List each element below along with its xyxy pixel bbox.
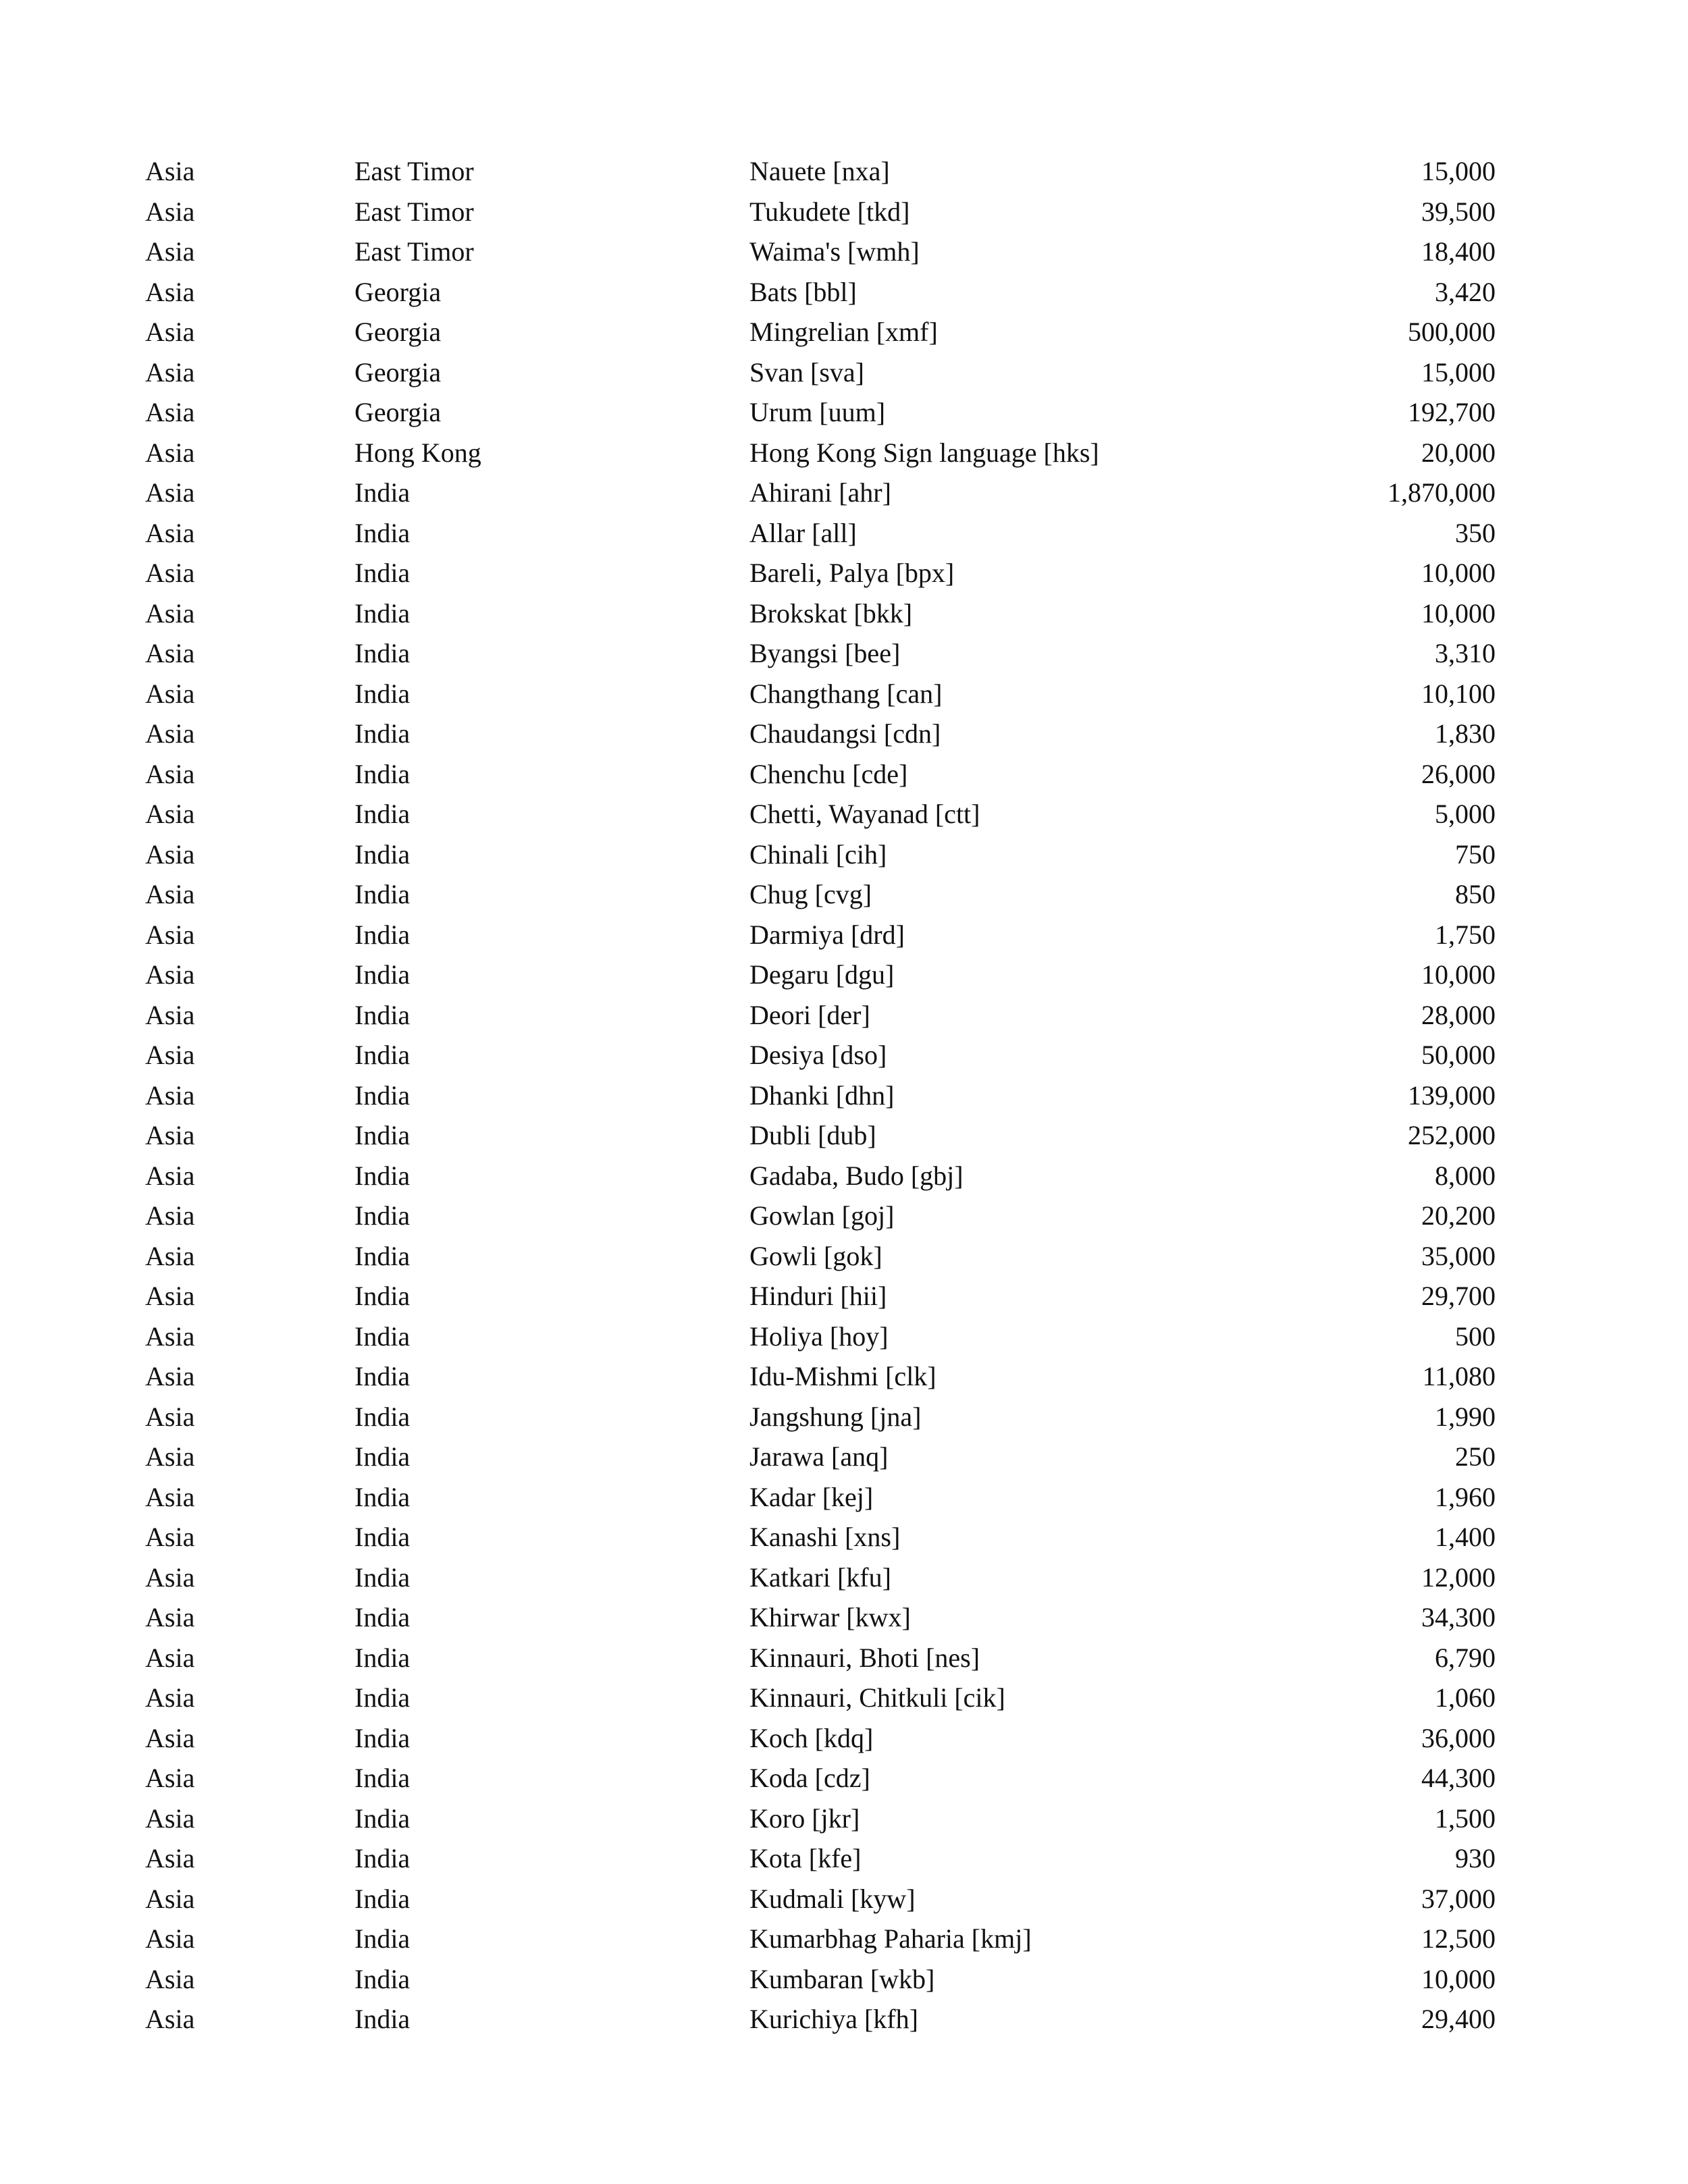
table-row <box>145 1718 1496 1759</box>
population-cell: 15,000 <box>1421 356 1496 388</box>
country-cell: India <box>354 879 411 909</box>
country-cell: India <box>354 758 411 789</box>
population-cell: 1,990 <box>1435 1401 1496 1432</box>
population-cell: 500,000 <box>1408 317 1496 347</box>
language-cell: Hinduri [hii] <box>749 1281 887 1311</box>
table-row <box>145 392 1496 433</box>
population-cell: 6,790 <box>1435 1642 1496 1673</box>
table-row <box>145 473 1496 513</box>
language-cell: Tukudete [tkd] <box>749 196 910 227</box>
table-row <box>145 151 1496 192</box>
language-cell: Changthang [can] <box>749 678 943 709</box>
table-row <box>145 1356 1496 1397</box>
country-cell: India <box>354 1803 411 1834</box>
country-cell: India <box>354 1481 411 1512</box>
table-row <box>145 433 1496 473</box>
table-row <box>145 1115 1496 1156</box>
region-cell: Asia <box>145 1200 195 1231</box>
language-cell: Kadar [kej] <box>749 1481 874 1512</box>
population-cell: 500 <box>1455 1321 1496 1352</box>
country-cell: India <box>354 1843 411 1873</box>
population-cell: 10,100 <box>1421 678 1496 709</box>
language-cell: Gowlan [goj] <box>749 1200 895 1231</box>
region-cell: Asia <box>145 1401 195 1432</box>
table-row <box>145 995 1496 1036</box>
table-row <box>145 1236 1496 1277</box>
country-cell: India <box>354 1120 411 1150</box>
population-cell: 18,400 <box>1421 236 1496 267</box>
language-cell: Idu-Mishmi [clk] <box>749 1361 937 1391</box>
table-row <box>145 1557 1496 1598</box>
language-cell: Khirwar [kwx] <box>749 1602 911 1632</box>
population-cell: 10,000 <box>1421 1963 1496 1994</box>
language-cell: Ahirani [ahr] <box>749 477 891 508</box>
population-cell: 39,500 <box>1421 196 1496 227</box>
country-cell: India <box>354 999 411 1030</box>
country-cell: Georgia <box>354 397 442 427</box>
table-row <box>145 232 1496 272</box>
table-row <box>145 1999 1496 2040</box>
country-cell: India <box>354 1642 411 1673</box>
language-cell: Chug [cvg] <box>749 879 872 909</box>
language-cell: Kota [kfe] <box>749 1843 862 1873</box>
language-cell: Desiya [dso] <box>749 1040 887 1070</box>
region-cell: Asia <box>145 1562 195 1593</box>
region-cell: Asia <box>145 1963 195 1994</box>
language-cell: Darmiya [drd] <box>749 919 905 950</box>
country-cell: India <box>354 1281 411 1311</box>
population-cell: 28,000 <box>1421 999 1496 1030</box>
region-cell: Asia <box>145 799 195 829</box>
population-cell: 8,000 <box>1435 1160 1496 1191</box>
region-cell: Asia <box>145 1722 195 1753</box>
region-cell: Asia <box>145 1763 195 1793</box>
population-cell: 850 <box>1455 879 1496 909</box>
language-cell: Allar [all] <box>749 517 857 548</box>
region-cell: Asia <box>145 156 195 186</box>
population-cell: 20,200 <box>1421 1200 1496 1231</box>
country-cell: India <box>354 1963 411 1994</box>
table-row <box>145 714 1496 754</box>
population-cell: 1,960 <box>1435 1481 1496 1512</box>
region-cell: Asia <box>145 317 195 347</box>
country-cell: India <box>354 517 411 548</box>
population-cell: 1,870,000 <box>1388 477 1496 508</box>
language-cell: Dhanki [dhn] <box>749 1080 895 1111</box>
region-cell: Asia <box>145 2004 195 2034</box>
language-cell: Urum [uum] <box>749 397 886 427</box>
region-cell: Asia <box>145 1883 195 1914</box>
population-cell: 139,000 <box>1408 1080 1496 1111</box>
region-cell: Asia <box>145 276 195 307</box>
population-cell: 252,000 <box>1408 1120 1496 1150</box>
country-cell: Georgia <box>354 317 442 347</box>
region-cell: Asia <box>145 597 195 629</box>
country-cell: India <box>354 1321 411 1352</box>
region-cell: Asia <box>145 1321 195 1352</box>
country-cell: East Timor <box>354 236 474 267</box>
country-cell: India <box>354 1160 411 1191</box>
country-cell: India <box>354 799 411 829</box>
language-cell: Koro [jkr] <box>749 1803 860 1834</box>
language-cell: Kinnauri, Chitkuli [cik] <box>749 1682 1005 1713</box>
table-row <box>145 754 1496 795</box>
country-cell: India <box>354 597 411 629</box>
country-cell: India <box>354 1682 411 1713</box>
table-row <box>145 593 1496 634</box>
region-cell: Asia <box>145 1040 195 1070</box>
country-cell: India <box>354 1040 411 1070</box>
table-row <box>145 1597 1496 1638</box>
table-row <box>145 874 1496 915</box>
country-cell: India <box>354 1240 411 1271</box>
population-cell: 10,000 <box>1421 558 1496 588</box>
population-cell: 15,000 <box>1421 156 1496 186</box>
table-row <box>145 1477 1496 1518</box>
population-cell: 35,000 <box>1421 1240 1496 1271</box>
language-cell: Brokskat [bkk] <box>749 597 913 629</box>
language-cell: Holiya [hoy] <box>749 1321 889 1352</box>
region-cell: Asia <box>145 1361 195 1391</box>
region-cell: Asia <box>145 1441 195 1472</box>
population-cell: 26,000 <box>1421 758 1496 789</box>
language-cell: Gadaba, Budo [gbj] <box>749 1160 964 1191</box>
population-cell: 12,000 <box>1421 1562 1496 1593</box>
language-cell: Koch [kdq] <box>749 1722 874 1753</box>
country-cell: India <box>354 558 411 588</box>
table-row <box>145 1276 1496 1316</box>
population-cell: 1,830 <box>1435 718 1496 749</box>
country-cell: India <box>354 838 411 870</box>
table-body <box>145 151 1496 2040</box>
region-cell: Asia <box>145 1602 195 1632</box>
region-cell: Asia <box>145 196 195 227</box>
country-cell: India <box>354 1361 411 1391</box>
country-cell: India <box>354 1080 411 1111</box>
table-row <box>145 192 1496 232</box>
country-cell: India <box>354 718 411 749</box>
population-cell: 36,000 <box>1421 1722 1496 1753</box>
table-row <box>145 955 1496 995</box>
population-cell: 350 <box>1455 517 1496 548</box>
country-cell: East Timor <box>354 196 474 227</box>
country-cell: Georgia <box>354 276 442 307</box>
region-cell: Asia <box>145 959 195 990</box>
country-cell: India <box>354 1722 411 1753</box>
language-cell: Chaudangsi [cdn] <box>749 718 941 749</box>
table-row <box>145 1879 1496 1919</box>
language-cell: Deori [der] <box>749 999 870 1030</box>
table-row <box>145 915 1496 955</box>
population-cell: 37,000 <box>1421 1883 1496 1914</box>
table-row <box>145 553 1496 593</box>
region-cell: Asia <box>145 1160 195 1191</box>
language-cell: Kumbaran [wkb] <box>749 1963 935 1994</box>
region-cell: Asia <box>145 1843 195 1873</box>
table-row <box>145 1919 1496 1959</box>
language-cell: Kanashi [xns] <box>749 1522 901 1552</box>
table-row <box>145 834 1496 875</box>
region-cell: Asia <box>145 879 195 909</box>
region-cell: Asia <box>145 1682 195 1713</box>
country-cell: India <box>354 1562 411 1593</box>
table-row <box>145 1678 1496 1718</box>
country-cell: India <box>354 959 411 990</box>
language-cell: Nauete [nxa] <box>749 156 890 186</box>
country-cell: India <box>354 1923 411 1954</box>
region-cell: Asia <box>145 678 195 709</box>
region-cell: Asia <box>145 1281 195 1311</box>
table-row <box>145 352 1496 393</box>
table-row <box>145 1075 1496 1116</box>
population-cell: 10,000 <box>1421 959 1496 990</box>
population-cell: 3,310 <box>1435 638 1496 668</box>
table-row <box>145 674 1496 714</box>
language-cell: Kudmali [kyw] <box>749 1883 916 1914</box>
population-cell: 1,750 <box>1435 919 1496 950</box>
population-cell: 250 <box>1455 1441 1496 1472</box>
language-cell: Bareli, Palya [bpx] <box>749 558 955 588</box>
population-cell: 5,000 <box>1435 799 1496 829</box>
country-cell: India <box>354 638 411 668</box>
language-cell: Chetti, Wayanad [ctt] <box>749 799 980 829</box>
language-cell: Dubli [dub] <box>749 1120 876 1150</box>
language-cell: Katkari [kfu] <box>749 1562 891 1593</box>
region-cell: Asia <box>145 558 195 588</box>
language-cell: Bats [bbl] <box>749 276 857 307</box>
table-row <box>145 1156 1496 1196</box>
population-cell: 11,080 <box>1422 1361 1496 1391</box>
language-cell: Byangsi [bee] <box>749 638 901 668</box>
table-row <box>145 513 1496 554</box>
table-row <box>145 312 1496 352</box>
country-cell: India <box>354 1602 411 1632</box>
region-cell: Asia <box>145 356 195 388</box>
region-cell: Asia <box>145 919 195 950</box>
population-cell: 1,500 <box>1435 1803 1496 1834</box>
country-cell: India <box>354 1401 411 1432</box>
country-cell: India <box>354 2004 411 2034</box>
country-cell: East Timor <box>354 156 474 186</box>
region-cell: Asia <box>145 437 195 468</box>
region-cell: Asia <box>145 1481 195 1512</box>
region-cell: Asia <box>145 1803 195 1834</box>
table-row <box>145 1397 1496 1437</box>
region-cell: Asia <box>145 1522 195 1552</box>
country-cell: India <box>354 1763 411 1793</box>
language-cell: Chenchu [cde] <box>749 758 908 789</box>
table-row <box>145 1437 1496 1477</box>
country-cell: India <box>354 1200 411 1231</box>
language-cell: Kinnauri, Bhoti [nes] <box>749 1642 980 1673</box>
country-cell: Georgia <box>354 356 442 388</box>
language-cell: Hong Kong Sign language [hks] <box>749 437 1099 468</box>
country-cell: India <box>354 1522 411 1552</box>
language-table <box>145 151 1496 2040</box>
language-cell: Koda [cdz] <box>749 1763 870 1793</box>
table-row <box>145 1959 1496 2000</box>
population-cell: 50,000 <box>1421 1040 1496 1070</box>
table-row <box>145 1196 1496 1236</box>
table-row <box>145 1517 1496 1557</box>
population-cell: 930 <box>1455 1843 1496 1873</box>
population-cell: 1,400 <box>1435 1522 1496 1552</box>
table-row <box>145 633 1496 674</box>
region-cell: Asia <box>145 718 195 749</box>
region-cell: Asia <box>145 1120 195 1150</box>
population-cell: 34,300 <box>1421 1602 1496 1632</box>
language-cell: Jangshung [jna] <box>749 1401 922 1432</box>
table-row <box>145 1035 1496 1075</box>
population-cell: 20,000 <box>1421 437 1496 468</box>
country-cell: Hong Kong <box>354 437 481 468</box>
region-cell: Asia <box>145 638 195 668</box>
table-row <box>145 1638 1496 1678</box>
population-cell: 750 <box>1455 838 1496 870</box>
region-cell: Asia <box>145 1923 195 1954</box>
language-cell: Svan [sva] <box>749 356 864 388</box>
language-cell: Chinali [cih] <box>749 838 887 870</box>
population-cell: 192,700 <box>1408 397 1496 427</box>
population-cell: 3,420 <box>1435 276 1496 307</box>
country-cell: India <box>354 1441 411 1472</box>
region-cell: Asia <box>145 1240 195 1271</box>
country-cell: India <box>354 919 411 950</box>
region-cell: Asia <box>145 999 195 1030</box>
table-row <box>145 794 1496 834</box>
table-row <box>145 1838 1496 1879</box>
region-cell: Asia <box>145 397 195 427</box>
language-cell: Mingrelian [xmf] <box>749 317 938 347</box>
region-cell: Asia <box>145 1080 195 1111</box>
country-cell: India <box>354 477 411 508</box>
population-cell: 44,300 <box>1421 1763 1496 1793</box>
region-cell: Asia <box>145 236 195 267</box>
country-cell: India <box>354 1883 411 1914</box>
population-cell: 1,060 <box>1435 1682 1496 1713</box>
population-cell: 12,500 <box>1421 1923 1496 1954</box>
region-cell: Asia <box>145 1642 195 1673</box>
region-cell: Asia <box>145 758 195 789</box>
language-cell: Gowli [gok] <box>749 1240 882 1271</box>
table-row <box>145 1758 1496 1799</box>
region-cell: Asia <box>145 517 195 548</box>
language-cell: Waima's [wmh] <box>749 236 920 267</box>
language-cell: Kumarbhag Paharia [kmj] <box>749 1923 1032 1954</box>
population-cell: 29,400 <box>1421 2004 1496 2034</box>
language-cell: Degaru [dgu] <box>749 959 895 990</box>
table-row <box>145 1316 1496 1357</box>
region-cell: Asia <box>145 838 195 870</box>
language-cell: Kurichiya [kfh] <box>749 2004 918 2034</box>
population-cell: 29,700 <box>1421 1281 1496 1311</box>
country-cell: India <box>354 678 411 709</box>
table-row <box>145 1799 1496 1839</box>
population-cell: 10,000 <box>1421 597 1496 629</box>
region-cell: Asia <box>145 477 195 508</box>
table-row <box>145 272 1496 313</box>
language-cell: Jarawa [anq] <box>749 1441 889 1472</box>
